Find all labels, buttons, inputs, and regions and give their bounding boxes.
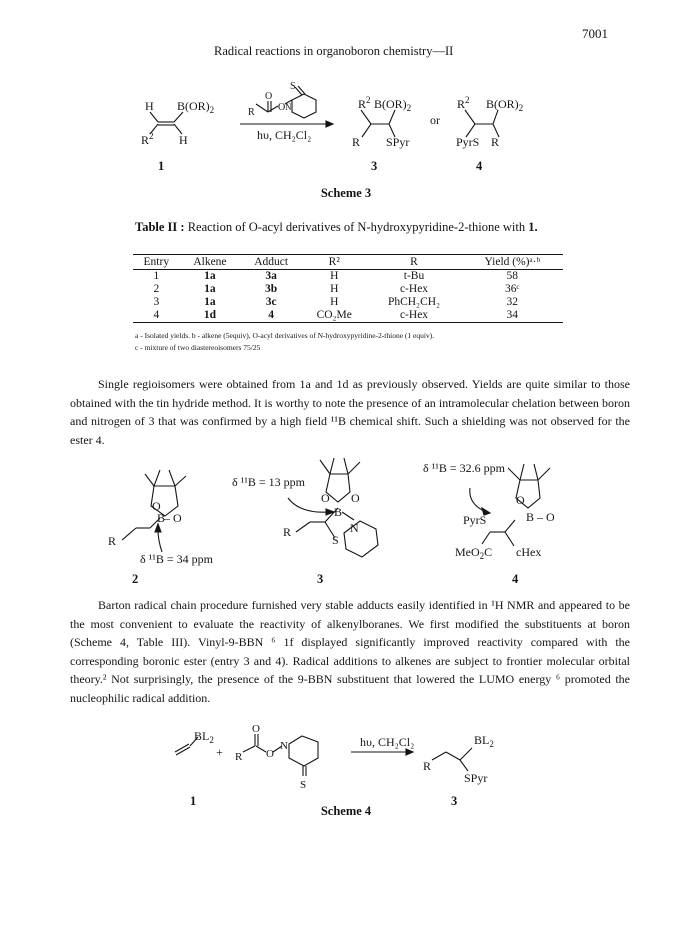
atom-label: $B(OR)_2$: [374, 97, 412, 113]
atom-label: B: [157, 511, 166, 525]
col-header: Entry: [133, 255, 180, 270]
atom-label: O: [152, 499, 161, 513]
atom-label: PyrS: [456, 135, 480, 149]
reaction-conditions: hυ, CH₂Cl₂: [257, 128, 312, 142]
table-2-title: [135, 220, 538, 235]
table-cell: 58: [506, 270, 519, 282]
atom-label: R: [423, 759, 432, 773]
compound-label-1: 1: [158, 159, 165, 173]
atom-label: R: [108, 534, 117, 548]
scheme-4-caption: Scheme 4: [320, 804, 372, 818]
table-cell: 34: [462, 309, 563, 323]
table-row: [133, 309, 563, 323]
compound-label-3: 3: [317, 572, 324, 586]
col-header: R: [366, 255, 461, 270]
body-paragraph-1: [70, 375, 630, 449]
table-cell: 1a: [204, 296, 216, 308]
atom-label: N: [285, 102, 292, 112]
col-header: R²: [302, 255, 366, 270]
table-cell: CO₂Me: [302, 309, 366, 323]
compound-label-1: 1: [190, 794, 197, 808]
atom-label: H: [145, 99, 154, 113]
atom-label: – O: [164, 511, 182, 525]
compound-label-4: 4: [476, 159, 483, 173]
or-separator: or: [430, 113, 440, 127]
table-cell: 3b: [265, 283, 278, 295]
body-paragraph-2: [70, 596, 630, 707]
table-footnote-ab: a - Isolated yields. b - alkene (5equiv), O-acyl derivatives of N-hydroxypyridine-2-thione (1 equiv).: [135, 331, 435, 340]
table-2: [133, 254, 563, 323]
table-cell: c-Hex: [399, 283, 429, 295]
atom-label: O: [252, 723, 260, 735]
atom-label: B – O: [526, 510, 555, 524]
table-row: [133, 283, 563, 296]
table-cell: 32: [506, 296, 519, 308]
paragraph-text: Single regioisomers were obtained from 1a and 1d as previously observed. Yields are quite similar to those obtained with the tin hydride method. It is worthy to note the presence of an intramolecular chelation between boron and nitrogen of 3 that was confirmed by a high field ¹¹B chemical shift. Such a shielding was not observed for the ester 4.: [70, 377, 630, 447]
atom-label: $R^2$: [457, 95, 470, 111]
scheme-4-drawing: [0, 715, 692, 815]
col-header: Yield (%)ᵃ·ᵇ: [462, 255, 563, 270]
table-cell: 4: [133, 309, 180, 323]
boron-shift-2: δ ¹¹B = 34 ppm: [140, 552, 213, 566]
compound-label-3: 3: [451, 794, 458, 808]
atom-label: cHex: [516, 545, 542, 559]
table-cell: 36ᶜ: [505, 283, 520, 295]
table-row: [133, 270, 563, 284]
table-cell: PhCH₂CH₂: [387, 296, 441, 308]
reaction-conditions: hυ, CH₂Cl₂: [360, 735, 415, 749]
atom-label: PyrS: [463, 513, 487, 527]
atom-label: S: [290, 81, 296, 92]
table-cell: 3: [153, 296, 160, 308]
atom-label: MeO$_2$C: [455, 545, 493, 561]
atom-label: R: [491, 135, 500, 149]
atom-label: SPyr: [464, 771, 488, 785]
compound-label-4: 4: [512, 572, 519, 586]
boron-shift-4: δ ¹¹B = 32.6 ppm: [423, 461, 505, 475]
plus-sign: +: [216, 745, 223, 759]
atom-label: O: [516, 493, 525, 507]
atom-label: $R^2$: [141, 131, 154, 147]
table-cell: 1d: [180, 309, 241, 323]
atom-label: O: [321, 491, 330, 505]
atom-label: O: [278, 102, 286, 113]
running-title: Radical reactions in organoboron chemistry—II: [214, 44, 454, 58]
col-header: Alkene: [180, 255, 241, 270]
col-header: Adduct: [240, 255, 302, 270]
boron-shift-3: δ ¹¹B = 13 ppm: [232, 475, 305, 489]
table-footnote-c: c - mixture of two diastereoisomers 75/25: [135, 343, 261, 352]
atom-label: N: [350, 521, 359, 535]
atom-label: $R^2$: [358, 95, 371, 111]
table-cell: 3c: [265, 296, 277, 308]
atom-label: N: [280, 740, 288, 752]
table-row: [133, 296, 563, 309]
scheme-3-drawing: [0, 78, 692, 198]
atom-label: $BL_2$: [194, 729, 214, 745]
table-header-row: [133, 255, 563, 270]
structures-2-3-4-drawing: [0, 450, 692, 590]
table-cell: 4: [240, 309, 302, 323]
page-number: 7001: [582, 26, 608, 41]
atom-label: $B(OR)_2$: [177, 99, 215, 115]
atom-label: $BL_2$: [474, 733, 494, 749]
table-cell: 1: [153, 270, 160, 282]
paragraph-text: Barton radical chain procedure furnished very stable adducts easily identified in ¹H NMR and appeared to be the most convenient to evaluate the reactivity of alkenylboranes. We first modified the substituents at boron (Scheme 4, Table III). Vinyl-9-BBN ⁶ 1f displayed significantly improved reactivity compared with the corresponding boronic ester (entry 3 and 4). Radical additions to alkenes are subject to frontier molecular orbital theory.² Not surprisingly, the presence of the 9-BBN substituent that lowered the LUMO energy ⁶ promoted the nucleophilic radical addition.: [70, 598, 630, 705]
atom-label: S: [300, 779, 307, 791]
table-cell: 1a: [204, 283, 216, 295]
atom-label: R: [235, 751, 243, 763]
atom-label: B: [334, 505, 343, 519]
atom-label: O: [351, 491, 360, 505]
atom-label: O: [265, 91, 273, 102]
scheme-3-caption: Scheme 3: [320, 186, 372, 200]
table-cell: H: [330, 283, 339, 295]
table-cell: 2: [153, 283, 160, 295]
table-cell: c-Hex: [366, 309, 461, 323]
table-cell: 3a: [265, 270, 277, 282]
atom-label: $B(OR)_2$: [486, 97, 524, 113]
table-title-compound: 1.: [528, 220, 538, 234]
atom-label: R: [352, 135, 361, 149]
atom-label: H: [179, 133, 188, 147]
table-cell: H: [330, 296, 339, 308]
table-cell: 1a: [204, 270, 216, 282]
compound-label-2: 2: [132, 572, 139, 586]
compound-label-3: 3: [371, 159, 378, 173]
atom-label: R: [248, 107, 255, 118]
table-cell: H: [330, 270, 339, 282]
table-title-text: Reaction of O-acyl derivatives of N-hydroxypyridine-2-thione with: [187, 220, 526, 234]
atom-label: S: [332, 533, 339, 547]
atom-label: SPyr: [386, 135, 410, 149]
atom-label: R: [283, 525, 292, 539]
atom-label: O: [266, 748, 274, 760]
table-cell: t-Bu: [403, 270, 425, 282]
table-title-label: Table II :: [135, 220, 185, 234]
